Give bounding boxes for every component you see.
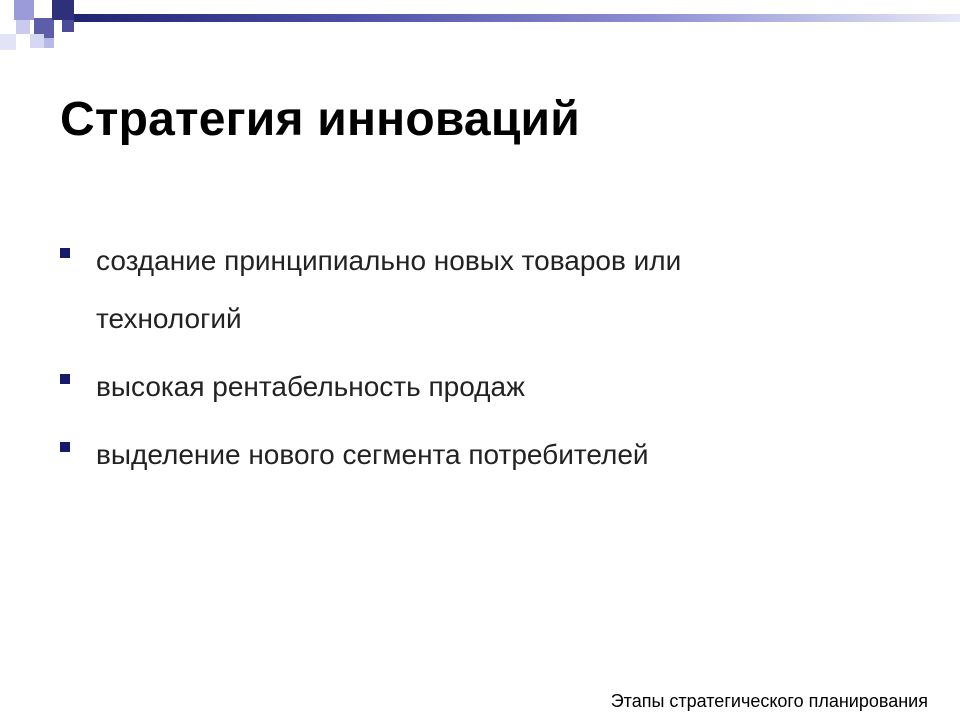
square-bullet-icon [60, 442, 70, 452]
decor-square [30, 34, 44, 48]
decor-square [44, 38, 54, 48]
decor-square [62, 20, 74, 32]
decor-square [14, 0, 34, 20]
bullet-list [58, 232, 918, 494]
slide-footer: Этапы стратегического планирования [610, 691, 928, 711]
bullet-text: высокая рентабельность продаж [96, 371, 525, 402]
bullet-item [58, 426, 918, 484]
top-gradient-band [74, 14, 960, 22]
square-bullet-icon [60, 248, 70, 258]
bullet-item [58, 358, 918, 416]
decor-square [52, 0, 74, 20]
bullet-item [58, 232, 918, 348]
slide-title: Стратегия инноваций [60, 93, 580, 146]
decor-square [0, 34, 16, 50]
bullet-text: технологий [96, 303, 242, 334]
bullet-text: создание принципиально новых товаров или [96, 245, 682, 276]
bullet-text: выделение нового сегмента потребителей [96, 439, 649, 470]
square-bullet-icon [60, 374, 70, 384]
decor-square [16, 20, 30, 34]
